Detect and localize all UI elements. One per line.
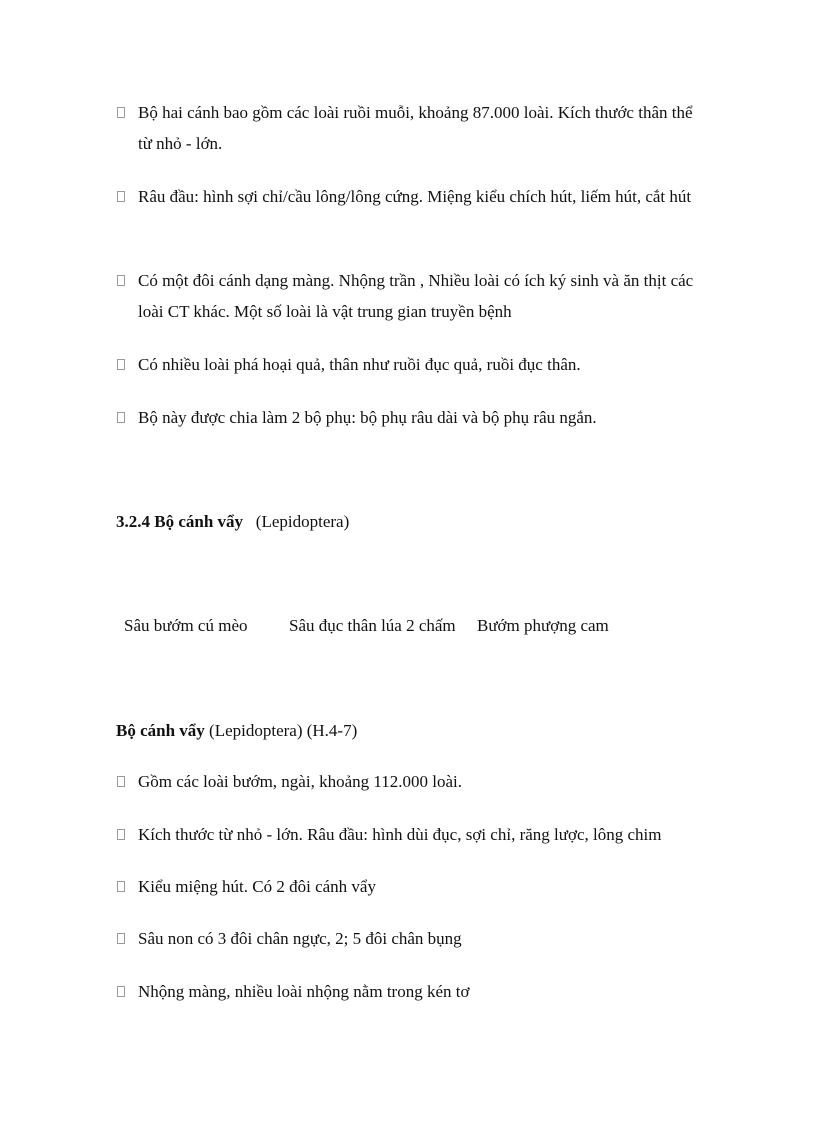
bullet-box-icon: [117, 191, 125, 202]
bullet-text: Bộ hai cánh bao gồm các loài ruồi muỗi, khoảng 87.000 loài. Kích thước thân thể từ nhỏ - lớn.: [138, 103, 693, 153]
bullet-item: [116, 402, 706, 433]
bullet-text: Có nhiều loài phá hoại quả, thân như ruồi đục quả, ruồi đục thân.: [138, 355, 581, 374]
bullet-box-icon: [117, 933, 125, 944]
bullet-item: [116, 349, 706, 380]
image-caption: Bướm phượng cam: [477, 616, 609, 635]
subsection-heading-latin: (Lepidoptera) (H.4-7): [209, 721, 358, 740]
bullet-item: [116, 766, 706, 797]
bullet-text: Râu đầu: hình sợi chỉ/cầu lông/lông cứng. Miệng kiểu chích hút, liếm hút, cắt hút: [138, 187, 692, 206]
bullet-box-icon: [117, 881, 125, 892]
bullet-text: Kiểu miệng hút. Có 2 đôi cánh vẩy: [138, 877, 376, 896]
section-heading-latin: (Lepidoptera): [255, 512, 350, 531]
bullet-item: [116, 265, 706, 327]
section-heading: [116, 510, 349, 534]
bullet-item: [116, 871, 706, 902]
bullet-text: Nhộng màng, nhiều loài nhộng nằm trong kén tơ: [138, 982, 470, 1001]
bullet-text: Bộ này được chia làm 2 bộ phụ: bộ phụ râu dài và bộ phụ râu ngắn.: [138, 408, 597, 427]
image-caption: Sâu đục thân lúa 2 chấm: [289, 616, 456, 635]
subsection-heading: [116, 719, 357, 743]
section-heading-title: 3.2.4 Bộ cánh vẩy: [116, 512, 244, 531]
bullet-box-icon: [117, 275, 125, 286]
bullet-text: Gồm các loài bướm, ngài, khoảng 112.000 loài.: [138, 772, 462, 791]
bullet-box-icon: [117, 829, 125, 840]
bullet-text: Sâu non có 3 đôi chân ngực, 2; 5 đôi chân bụng: [138, 929, 462, 948]
bullet-item: [116, 923, 706, 954]
bullet-item: [116, 97, 706, 159]
bullet-item: [116, 181, 706, 212]
bullet-box-icon: [117, 776, 125, 787]
bullet-box-icon: [117, 107, 125, 118]
bullet-text: Kích thước từ nhỏ - lớn. Râu đầu: hình dùi đục, sợi chỉ, răng lược, lông chim: [138, 825, 662, 844]
subsection-heading-title: Bộ cánh vẩy: [116, 721, 205, 740]
bullet-item: [116, 976, 706, 1007]
bullet-item: [116, 819, 706, 850]
bullet-text: Có một đôi cánh dạng màng. Nhộng trần , Nhiều loài có ích ký sinh và ăn thịt các loài CT khác. Một số loài là vật trung gian truyền bệnh: [138, 271, 694, 321]
image-caption: Sâu bướm cú mèo: [124, 616, 248, 635]
bullet-box-icon: [117, 412, 125, 423]
bullet-box-icon: [117, 986, 125, 997]
bullet-box-icon: [117, 359, 125, 370]
